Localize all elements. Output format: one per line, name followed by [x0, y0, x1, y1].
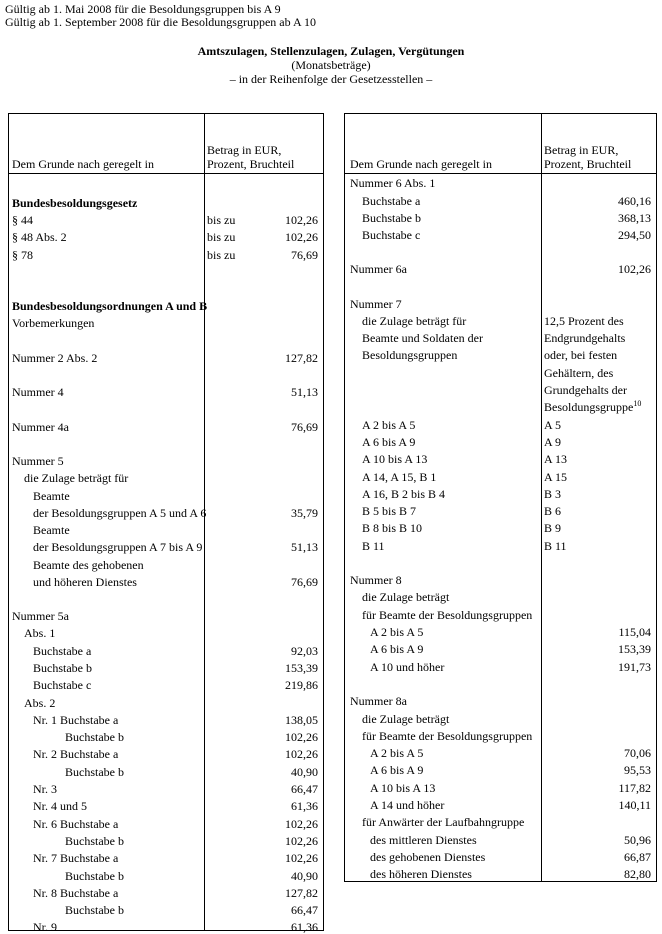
row-label: § 44: [12, 213, 33, 227]
row-amount: 460,16: [618, 194, 651, 208]
column-header-amount-unit-right: Prozent, Bruchteil: [544, 157, 632, 171]
row-label: A 14 und höher: [370, 798, 445, 812]
row-label: für Beamte der Besoldungsgruppen: [362, 608, 533, 622]
row-amount: 127,82: [285, 351, 318, 365]
row-amount: 117,82: [618, 781, 651, 795]
row-label: Buchstabe c: [362, 228, 421, 242]
row-text: Gehältern, des: [544, 366, 614, 380]
right-table: [344, 113, 657, 882]
row-label: Nummer 6 Abs. 1: [350, 176, 436, 190]
column-header-amount-right: Betrag in EUR,: [544, 143, 619, 157]
row-amount: 70,06: [624, 746, 651, 760]
row-amount: 82,80: [624, 867, 651, 881]
row-label: Buchstabe a: [362, 194, 421, 208]
row-label: A 2 bis A 5: [370, 746, 424, 760]
row-amount: 102,26: [285, 817, 318, 831]
row-text: Besoldungsgruppe$^{10}$: [544, 399, 642, 414]
row-label: B 8 bis B 10: [362, 521, 423, 535]
row-label: die Zulage beträgt für: [24, 471, 129, 485]
row-label: Nr. 9: [33, 920, 57, 934]
row-label: Nr. 7 Buchstabe a: [33, 851, 119, 865]
footnote-ref: 10: [633, 399, 642, 408]
row-label: Buchstabe b: [65, 903, 124, 917]
document-order-note: – in der Reihenfolge der Gesetzesstellen –: [229, 72, 433, 86]
row-label: für Beamte der Besoldungsgruppen: [362, 729, 533, 743]
row-label: Buchstabe b: [33, 661, 92, 675]
row-label: Beamte und Soldaten der: [362, 331, 483, 345]
row-amount: 35,79: [291, 506, 318, 520]
row-label: Bundesbesoldungsgesetz: [12, 196, 138, 210]
row-amount: 138,05: [285, 713, 318, 727]
row-label: A 14, A 15, B 1: [362, 470, 437, 484]
row-label: B 5 bis B 7: [362, 504, 417, 518]
row-amount: 368,13: [618, 211, 651, 225]
row-label: Beamte: [33, 523, 70, 537]
row-amount: 61,36: [291, 920, 318, 934]
row-label: Buchstabe b: [65, 730, 124, 744]
row-label: Nr. 1 Buchstabe a: [33, 713, 119, 727]
row-amount: 102,26: [618, 262, 651, 276]
row-amount: 40,90: [291, 869, 318, 883]
row-label: Nummer 7: [350, 297, 402, 311]
row-text: B 9: [544, 521, 562, 535]
row-text: A 9: [544, 435, 562, 449]
row-label: Abs. 2: [24, 696, 56, 710]
row-amount: 102,26: [285, 834, 318, 848]
row-label: Beamte: [33, 489, 70, 503]
column-header-amount-unit: Prozent, Bruchteil: [207, 157, 295, 171]
row-qualifier: bis zu: [207, 230, 236, 244]
row-amount: 51,13: [291, 540, 318, 554]
row-label: Nummer 4: [12, 385, 64, 399]
row-label: Nummer 2 Abs. 2: [12, 351, 98, 365]
row-label: des höheren Dienstes: [370, 867, 472, 881]
validity-line-1: Gültig ab 1. Mai 2008 für die Besoldungsgruppen bis A 9: [5, 2, 281, 16]
row-label: Besoldungsgruppen: [362, 348, 458, 362]
validity-line-2: Gültig ab 1. September 2008 für die Besoldungsgruppen ab A 10: [5, 15, 316, 29]
row-amount: 127,82: [285, 886, 318, 900]
row-amount: 66,47: [291, 782, 318, 796]
document-title: Amtszulagen, Stellenzulagen, Zulagen, Vergütungen: [197, 44, 465, 58]
row-label: § 48 Abs. 2: [12, 230, 67, 244]
row-text: oder, bei festen: [544, 348, 618, 362]
row-label: A 10 bis A 13: [362, 452, 428, 466]
row-label: Beamte des gehobenen: [33, 558, 144, 572]
row-text: A 13: [544, 452, 568, 466]
left-table: [8, 113, 324, 934]
row-text: A 5: [544, 418, 562, 432]
row-amount: 76,69: [291, 420, 318, 434]
column-header-amount: Betrag in EUR,: [207, 143, 282, 157]
row-label: A 10 und höher: [370, 660, 445, 674]
row-label: A 16, B 2 bis B 4: [362, 487, 446, 501]
row-label: Nummer 8: [350, 573, 402, 587]
row-amount: 219,86: [285, 678, 318, 692]
row-label: Buchstabe b: [362, 211, 421, 225]
row-label: Nummer 8a: [350, 694, 407, 708]
row-qualifier: bis zu: [207, 248, 236, 262]
row-label: A 2 bis A 5: [362, 418, 416, 432]
row-label: Buchstabe b: [65, 765, 124, 779]
row-label: Buchstabe b: [65, 869, 124, 883]
row-amount: 102,26: [285, 747, 318, 761]
row-amount: 40,90: [291, 765, 318, 779]
row-text: A 15: [544, 470, 568, 484]
row-amount: 191,73: [618, 660, 651, 674]
row-amount: 102,26: [285, 730, 318, 744]
row-text: 12,5 Prozent des: [544, 314, 624, 328]
column-header-basis-right: Dem Grunde nach geregelt in: [350, 157, 492, 171]
row-amount: 76,69: [291, 575, 318, 589]
row-label: Nr. 8 Buchstabe a: [33, 886, 119, 900]
row-amount: 61,36: [291, 799, 318, 813]
row-label: des gehobenen Dienstes: [370, 850, 486, 864]
row-label: Buchstabe b: [65, 834, 124, 848]
row-text: B 11: [544, 539, 567, 553]
row-amount: 102,26: [285, 213, 318, 227]
row-amount: 92,03: [291, 644, 318, 658]
row-amount: 294,50: [618, 228, 651, 242]
row-label: § 78: [12, 248, 33, 262]
row-label: Bundesbesoldungsordnungen A und B: [12, 299, 208, 313]
row-label: Nummer 6a: [350, 262, 407, 276]
row-label: A 6 bis A 9: [370, 763, 424, 777]
row-label: Buchstabe a: [33, 644, 92, 658]
row-label: des mittleren Dienstes: [370, 833, 477, 847]
row-amount: 153,39: [618, 642, 651, 656]
row-amount: 50,96: [624, 833, 651, 847]
row-label: A 6 bis A 9: [362, 435, 416, 449]
row-label: Nummer 5a: [12, 609, 69, 623]
row-amount: 95,53: [624, 763, 651, 777]
row-amount: 102,26: [285, 851, 318, 865]
row-qualifier: bis zu: [207, 213, 236, 227]
row-label: Nummer 4a: [12, 420, 69, 434]
row-label: A 6 bis A 9: [370, 642, 424, 656]
row-text: Endgrundgehalts: [544, 331, 626, 345]
row-label: die Zulage beträgt für: [362, 314, 467, 328]
row-amount: 115,04: [618, 625, 651, 639]
row-amount: 102,26: [285, 230, 318, 244]
row-label: die Zulage beträgt: [362, 712, 450, 726]
column-header-basis: Dem Grunde nach geregelt in: [12, 157, 154, 171]
row-amount: 153,39: [285, 661, 318, 675]
row-amount: 66,47: [291, 903, 318, 917]
row-label: Nr. 3: [33, 782, 57, 796]
row-label: der Besoldungsgruppen A 5 und A 6: [33, 506, 207, 520]
row-label: und höheren Dienstes: [33, 575, 137, 589]
row-text: B 6: [544, 504, 562, 518]
row-amount: 66,87: [624, 850, 651, 864]
row-label: die Zulage beträgt: [362, 590, 450, 604]
row-text: Grundgehalts der: [544, 383, 627, 397]
row-label: der Besoldungsgruppen A 7 bis A 9: [33, 540, 203, 554]
row-label: Nummer 5: [12, 454, 64, 468]
row-label: A 10 bis A 13: [370, 781, 436, 795]
row-text: B 3: [544, 487, 562, 501]
row-label: Nr. 4 und 5: [33, 799, 87, 813]
row-label: B 11: [362, 539, 385, 553]
document-subtitle: (Monatsbeträge): [291, 58, 371, 72]
row-label: A 2 bis A 5: [370, 625, 424, 639]
row-label: Nr. 6 Buchstabe a: [33, 817, 119, 831]
row-label: Abs. 1: [24, 626, 56, 640]
row-label: Vorbemerkungen: [12, 316, 95, 330]
row-amount: 76,69: [291, 248, 318, 262]
row-amount: 51,13: [291, 385, 318, 399]
row-amount: 140,11: [618, 798, 651, 812]
row-label: für Anwärter der Laufbahngruppe: [362, 815, 525, 829]
row-label: Nr. 2 Buchstabe a: [33, 747, 119, 761]
row-label: Buchstabe c: [33, 678, 92, 692]
